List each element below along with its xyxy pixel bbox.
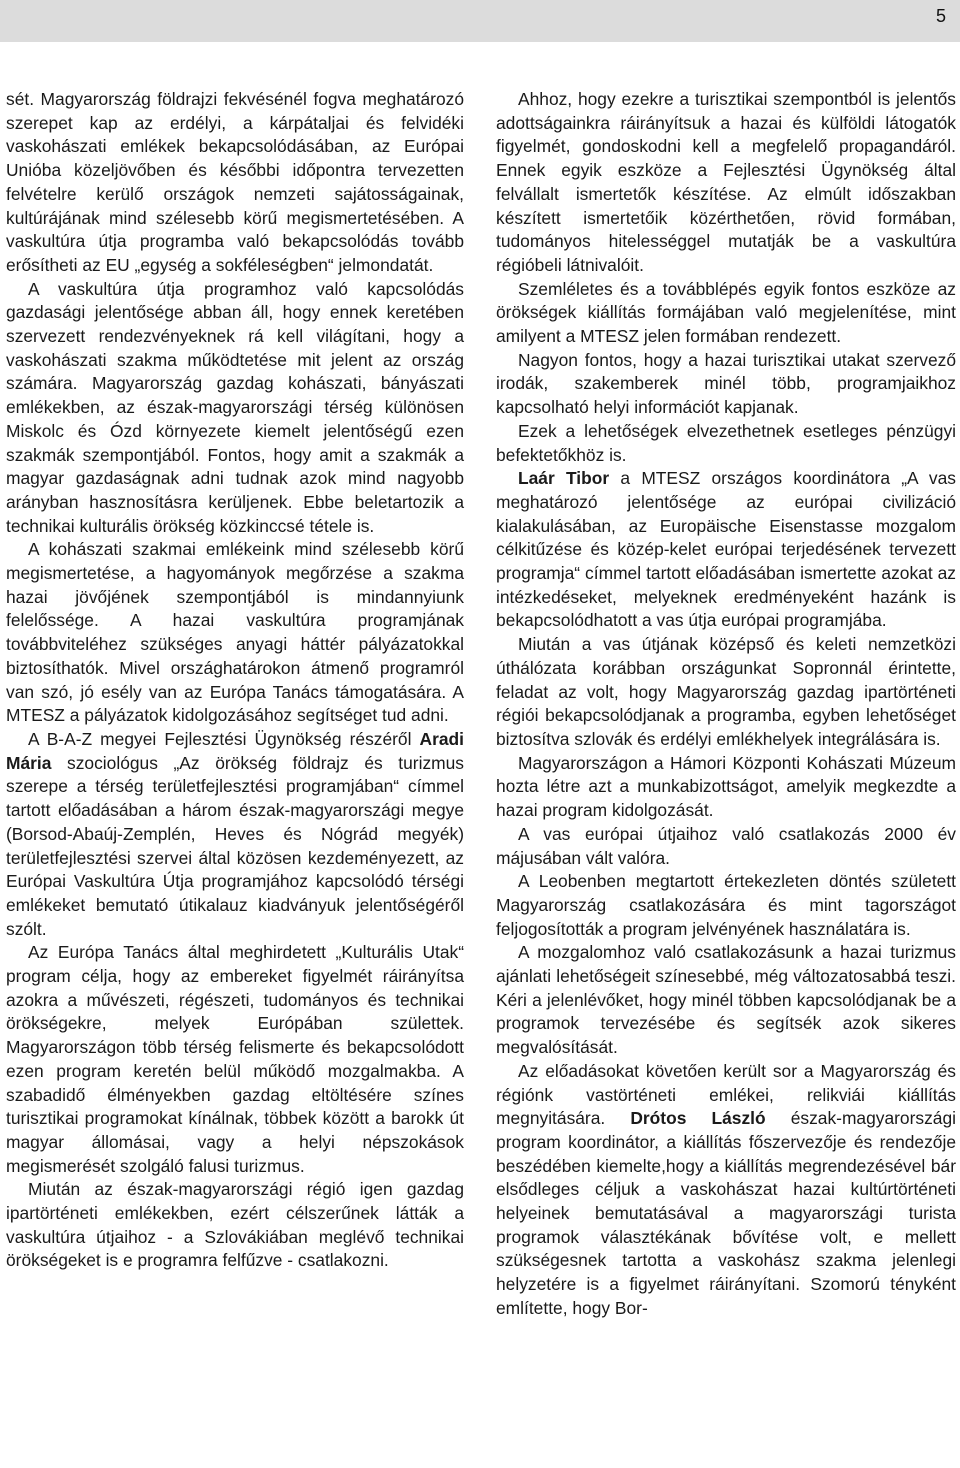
paragraph: Az Európa Tanács által meghirdetett „Kulturális Utak“ program célja, hogy az embereket figyelmét ráirányítsa azokra a művészeti, régészeti, tudományos és technikai örökségekre, melyek Európában születtek. Magyarországon több térség felismerte és bekapcsolódott ezen program keretén belül működő mozgalmakba. A szabadidő élményekben gazdag eltöltésére színes turisztikai programokat kínálnak, többek között a barokk út magyar állomásai, vagy a helyi népszokások megismerését szolgáló falusi turizmus.	[6, 942, 464, 1176]
speaker-name: Laár Tibor	[518, 468, 610, 489]
paragraph: Magyarországon a Hámori Központi Kohászati Múzeum hozta létre azt a munkabizottságot, amelyik megkezdte a hazai program kidolgozását.	[496, 752, 956, 821]
page-header-bar	[0, 0, 960, 42]
paragraph: sét. Magyarország földrajzi fekvésénél fogva meghatározó szerepet kap az erdélyi, a kárpátaljai és felvidéki vaskohászati emlékek bekapcsolódásában, az Európai Unióba közeljövőben és későbbi időpontra tervezetten felvételre kerülő országok nemzeti sajátosságainak, kultúrájának mind szélesebb körű megismertetésében. A vaskultúra útja programba való bekapcsolódás tovább erősítheti az EU „egység a sokféleségben“ jelmondatát.	[6, 89, 464, 275]
paragraph: Miután az észak-magyarországi régió igen gazdag ipartörténeti emlékekben, ezért célszerűnek látták a vaskultúra útjaihoz - a Szlovákiában meglévő technikai örökségeket is e programra felfűzve - csatlakozni.	[6, 1179, 464, 1271]
paragraph: A Leobenben megtartott értekezleten döntés született Magyarország csatlakozására és mint tagországot feljogosították a program jelvényének használatára is.	[496, 871, 956, 939]
paragraph: A vas európai útjaihoz való csatlakozás 2000 év májusában vált valóra.	[496, 823, 956, 868]
page-number: 5	[935, 6, 946, 26]
paragraph-text: Az előadásokat követően került sor a Magyarország és régiónk vastörténeti emlékei, relikviái kiállítás megnyitására.	[496, 1060, 956, 1129]
paragraph-text: A B-A-Z megyei Fejlesztési Ügynökség részéről	[28, 728, 420, 749]
paragraph: A mozgalomhoz való csatlakozásunk a hazai turizmus ajánlati lehetőségeit színesebbé, még változatosabbá teszi. Kéri a jelenlévőket, hogy minél többen kapcsolódjanak be a programok tervezésébe és segítsék azok sikeres megvalósítását.	[496, 942, 956, 1058]
paragraph	[496, 1060, 956, 1321]
paragraph: A vaskultúra útja programhoz való kapcsolódás gazdasági jelentősége abban áll, hogy ennek keretében szervezett rendezvényeknek rá kell világítani, hogy a vaskohászati szakma működtetése mit jelent az ország számára. Magyarország gazdag kohászati, bányászati emlékekben, az észak-magyarországi térség különösen Miskolc és Ózd környezete kiemelt jelentőségű ezen szakmák szempontjából. Fontos, hogy amit a szakmák a magyar gazdaságnak adni tudnak azok mind nagyobb arányban hasznosításra kerüljenek. Ebbe beletartozik a technikai kulturális örökség közkinccsé tétele is.	[6, 278, 464, 536]
paragraph: Miután a vas útjának középső és keleti nemzetközi úthálózata korábban országunkat Sopronnál érintette, feladat az volt, hogy Magyarország gazdag ipartörténeti régiói bekapcsolódjanak a programba, egyben lehetőséget biztosítva szlovák és erdélyi emlékhelyek integrálására is.	[496, 634, 956, 749]
paragraph-text: a MTESZ országos koordinátora „A vas meghatározó jelentősége az európai civilizáció kialakulásában, az Europäische Eisenstasse mozgalom célkitűzése és közép-kelet európai terjedésének tervezett programja“ címmel tartott előadásában ismertette azokat az intézkedéseket, melyeknek eredményeként hazánk is bekapcsolódhatott a vas útja európai programjába.	[496, 468, 956, 631]
paragraph: Nagyon fontos, hogy a hazai turisztikai utakat szervező irodák, szakemberek minél több, programjaikhoz kapcsolható helyi információt kapjanak.	[496, 349, 956, 418]
paragraph: Ezek a lehetőségek elvezethetnek esetleges pénzügyi befektetőkhöz is.	[496, 420, 956, 465]
paragraph: Szemléletes és a továbblépés egyik fontos eszköze az örökségek kiállítás formájában való megjelenítése, mint amilyent a MTESZ jelen formában rendezett.	[496, 278, 956, 347]
speaker-name: Drótos László	[630, 1108, 766, 1129]
paragraph: A kohászati szakmai emlékeink mind szélesebb körű megismertetése, a hagyományok megőrzése a szakma hazai jövőjének szempontjából is mindannyiunk felelőssége. A hazai vaskultúra programjának továbbviteléhez szükséges anyagi háttér pályázatokkal biztosíthatók. Mivel országhatárokon átmenő programról van szó, jó esély van az Európa Tanács támogatására. A MTESZ a pályázatok kidolgozásához segítséget tud adni.	[6, 539, 464, 726]
paragraph	[496, 467, 956, 633]
paragraph: Ahhoz, hogy ezekre a turisztikai szempontból is jelentős adottságainkra ráirányítsuk a hazai és külföldi látogatók figyelmét, gondoskodni kell a megfelelő propagandáról. Ennek egyik eszköze a Fejlesztési Ügynökség által felvállalt ismertetők készítése. Az elmúlt időszakban készített ismertetőik közérthetően, rövid formában, tudományos hitelességgel mutatják be a vaskultúra régióbeli látnivalóit.	[496, 89, 956, 275]
speaker-name: Aradi Mária	[6, 728, 464, 773]
paragraph-text: szociológus „Az örökség földrajz és turizmus szerepe a térség területfejlesztési programjában“ címmel tartott előadásában a három észak-magyarországi megye (Borsod-Abaúj-Zemplén, Heves és Nógrád megyék) területfejlesztési szervei által közösen kezdeményezett, az Európai Vaskultúra Útja programjához kapcsolódó térségi emlékeket bemutató útikalauz kiadványuk jelentőségéről szólt.	[6, 752, 464, 939]
paragraph	[6, 728, 464, 941]
right-column	[496, 88, 956, 1321]
left-column	[6, 88, 464, 1273]
paragraph-text: észak-magyarországi program koordinátor, a kiállítás főszervezője és rendezője beszédében kiemelte,hogy a kiállítás megrendezésével bár elsődleges céljuk a vaskohászat hazai kultúrtörténeti helyeinek bemutatásával a magyarországi turista programok választékának bővítése volt, e mellett szükségesnek tartotta a vaskohász szakma jelenlegi helyzetére is a figyelmet ráirányítani. Szomorú tényként említette, hogy Bor-	[496, 1108, 956, 1318]
